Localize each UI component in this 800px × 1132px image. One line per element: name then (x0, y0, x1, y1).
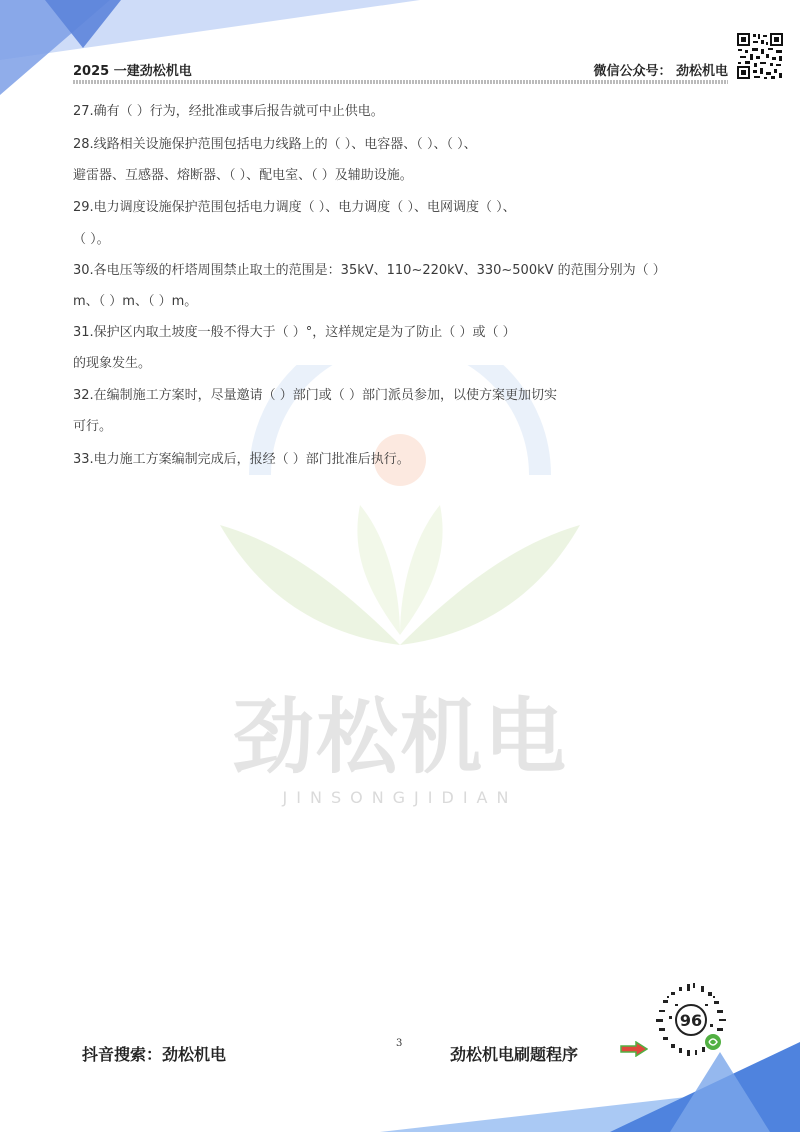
question-30-line-2: m、（ ）m、（ ）m。 (73, 294, 198, 309)
right-arrow-icon (620, 1041, 648, 1057)
question-28-line-2: 避雷器、互感器、熔断器、（ ）、配电室、（ ）及辅助设施。 (73, 168, 413, 183)
question-27-line-1: 27.确有（ ）行为，经批准或事后报告就可中止供电。 (73, 104, 384, 119)
question-31-line-1: 31.保护区内取土坡度一般不得大于（ ）°，这样规定是为了防止（ ）或（ ） (73, 325, 516, 340)
header-divider (73, 80, 728, 84)
header-title: 2025 一建劲松机电 (73, 64, 192, 79)
question-28-line-1: 28.线路相关设施保护范围包括电力线路上的（ ）、电容器、（ ）、（ ）、 (73, 137, 477, 152)
mini-program-code-icon (651, 980, 731, 1064)
question-31-line-2: 的现象发生。 (73, 356, 152, 371)
page-header (73, 60, 728, 80)
footer-douyin: 抖音搜索：劲松机电 (82, 1045, 227, 1064)
mini-code-label: 96 (679, 1011, 703, 1030)
corner-decoration-top-accent (45, 0, 121, 48)
leaf-logo-icon (200, 365, 600, 655)
footer-quiz-program: 劲松机电刷题程序 (450, 1045, 579, 1064)
page-number: 3 (396, 1038, 403, 1049)
qr-code-icon (736, 32, 784, 84)
corner-decoration-bottom-accent (670, 1052, 770, 1132)
question-32-line-1: 32.在编制施工方案时，尽量邀请（ ）部门或（ ）部门派员参加，以使方案更加切实 (73, 388, 557, 403)
watermark-text: 劲松机电 (231, 690, 568, 785)
question-29-line-1: 29.电力调度设施保护范围包括电力调度（ ）、电力调度（ ）、电网调度（ ）、 (73, 200, 516, 215)
header-wechat: 微信公众号： 劲松机电 (593, 64, 728, 79)
watermark-subtext: JINSONGJIDIAN (282, 788, 518, 807)
question-32-line-2: 可行。 (73, 419, 113, 434)
question-29-line-2: （ ）。 (73, 232, 110, 247)
question-30-line-1: 30.各电压等级的杆塔周围禁止取土的范围是：35kV、110~220kV、330~500kV 的范围分别为（ ） (73, 263, 666, 278)
question-33-line-1: 33.电力施工方案编制完成后，报经（ ）部门批准后执行。 (73, 452, 410, 467)
